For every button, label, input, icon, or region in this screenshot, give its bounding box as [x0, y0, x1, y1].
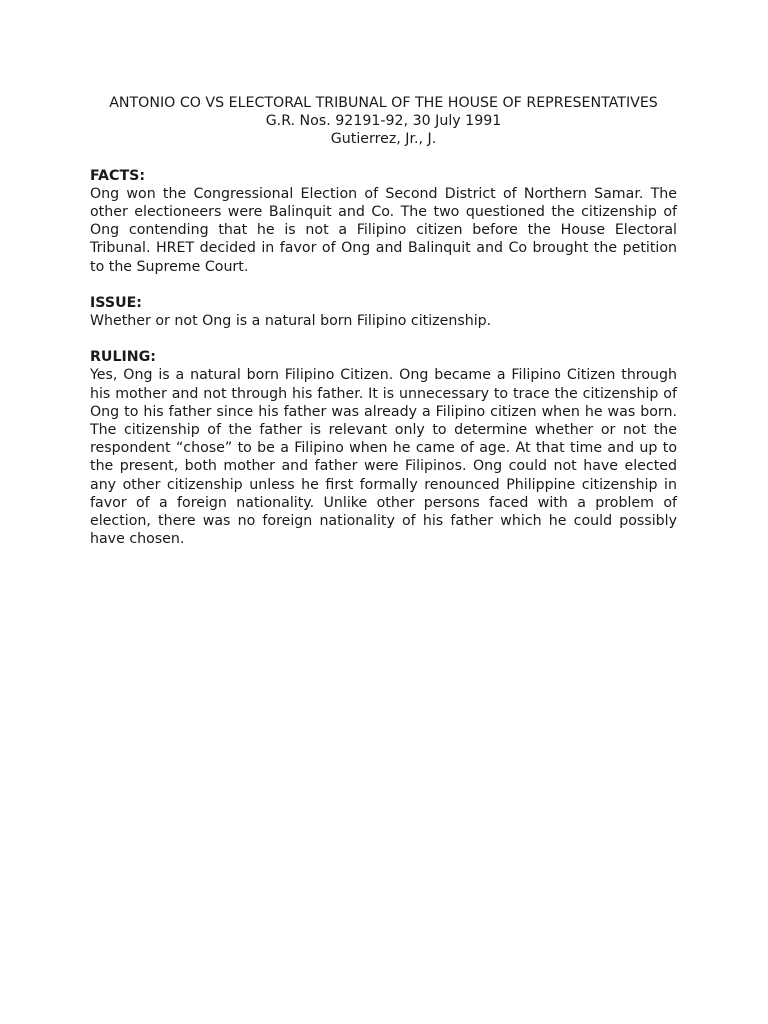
case-number: G.R. Nos. 92191-92, 30 July 1991 [265, 113, 502, 130]
ponente: Gutierrez, Jr., J. [330, 131, 437, 148]
document-header [90, 94, 677, 149]
ruling-section [90, 348, 677, 548]
ruling-heading: RULING: [90, 349, 156, 366]
facts-text: Ong won the Congressional Election of Second District of Northern Samar. The other electioneers were Balinquit and Co. The two questioned the citizenship of Ong contending that he is not a Filipino citizen before the House Electoral Tribunal. HRET decided in favor of Ong and Balinquit and Co brought the petition to the Supreme Court. [90, 185, 677, 275]
facts-heading: FACTS: [90, 167, 146, 184]
issue-text: Whether or not Ong is a natural born Filipino citizenship. [90, 313, 492, 330]
case-title: ANTONIO CO VS ELECTORAL TRIBUNAL OF THE HOUSE OF REPRESENTATIVES [109, 95, 658, 111]
issue-section [90, 294, 677, 330]
issue-heading: ISSUE: [90, 294, 142, 311]
document-body [90, 94, 677, 548]
ruling-text: Yes, Ong is a natural born Filipino Citizen. Ong became a Filipino Citizen through his mother and not through his father. It is unnecessary to trace the citizenship of Ong to his father since his father was already a Filipino citizen when he was born. The citizenship of the father is relevant only to determine whether or not the respondent “chose” to be a Filipino when he came of age. At that time and up to the present, both mother and father were Filipinos. Ong could not have elected any other citizenship unless he first formally renounced Philippine citizenship in favor of a foreign nationality. Unlike other persons faced with a problem of election, there was no foreign nationality of his father which he could possibly have chosen. [90, 367, 677, 548]
facts-section [90, 167, 677, 276]
